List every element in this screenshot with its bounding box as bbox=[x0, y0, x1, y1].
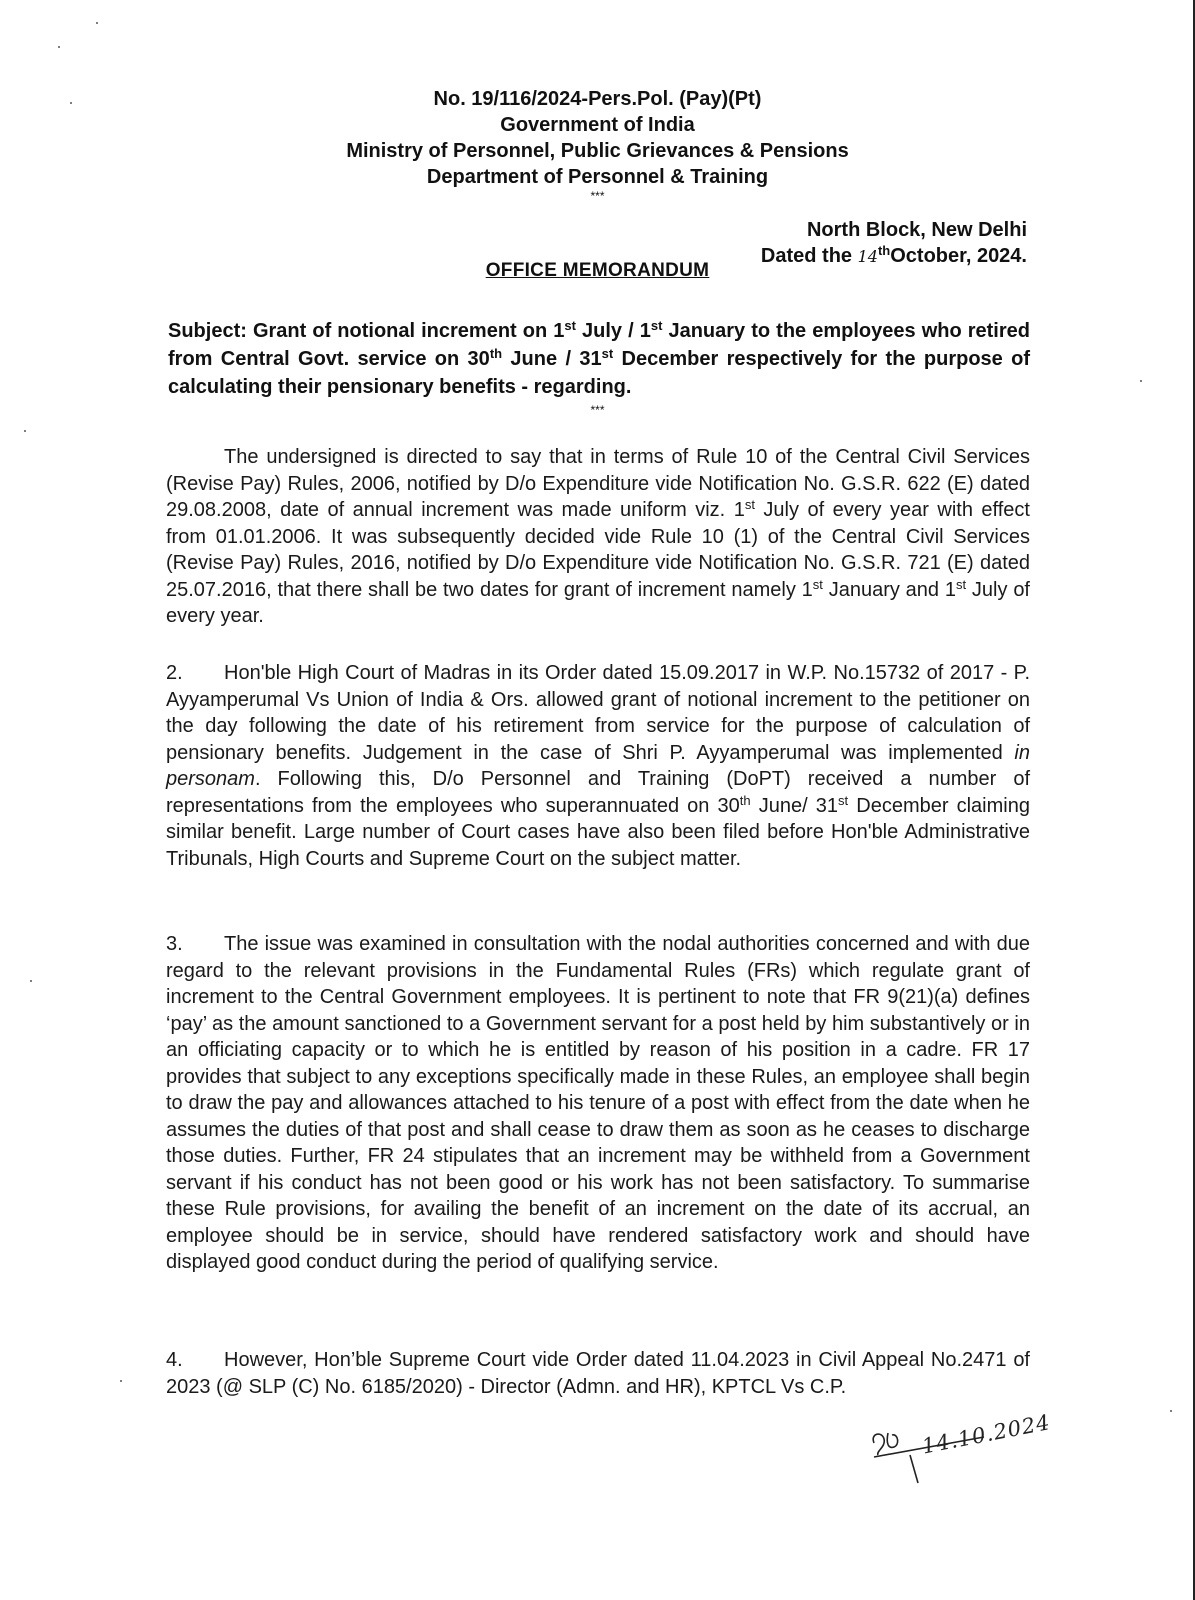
scan-speck bbox=[58, 46, 60, 48]
paragraph-number: 4. bbox=[166, 1349, 183, 1371]
document-header bbox=[0, 86, 1195, 202]
scan-speck bbox=[1140, 380, 1142, 382]
handwritten-initials bbox=[866, 1410, 1066, 1525]
file-number: No. 19/116/2024-Pers.Pol. (Pay)(Pt) bbox=[433, 88, 762, 110]
department-name: Department of Personnel & Training bbox=[426, 166, 769, 188]
government-name: Government of India bbox=[500, 114, 695, 136]
scan-speck bbox=[24, 430, 26, 432]
subject-separator: *** bbox=[590, 403, 605, 417]
paragraph-3: 3. The issue was examined in consultation with the nodal authorities concerned and with due regard to the relevant provisions in the Fundamental Rules (FRs) which regulate grant of increment to the Central Government employees. It is pertinent to note that FR 9(21)(a) defines ‘pay’ as the amount sanctioned to a Government servant for a post held by him substantively or in an officiating capacity or to which he is entitled by reason of his position in a cadre. FR 17 provides that subject to any exceptions specifically made in these Rules, an employee shall begin to draw the pay and allowances attached to his tenure of a post with effect from the date when he assumes the duties of that post and shall cease to draw them as soon as he ceases to discharge those duties. Further, FR 24 stipulates that an increment may be withheld from a Government servant if his conduct has not been good or his work has not been satisfactory. To summarise these Rule provisions, for availing the benefit of an increment on the date of its accrual, an employee should be in service, should have rendered satisfactory work and should have displayed good conduct during the period of qualifying service. bbox=[166, 933, 1030, 1273]
paragraph-number: 2. bbox=[166, 662, 183, 684]
header-separator: *** bbox=[590, 189, 605, 203]
paragraph-4: 4. However, Hon’ble Supreme Court vide Order dated 11.04.2023 in Civil Appeal No.2471 of 2023 (@ SLP (C) No. 6185/2020) - Director (Admn. and HR), KPTCL Vs C.P. bbox=[166, 1349, 1030, 1398]
paragraph-2: 2. Hon'ble High Court of Madras in its Order dated 15.09.2017 in W.P. No.15732 of 2017 - P. Ayyamperumal Vs Union of India & Ors. allowed grant of notional increment to the petitioner on the day following the date of his retirement from service for the purpose of calculation of pensionary benefits. Judgement in the case of Shri P. Ayyamperumal was implemented in personam. Following this, D/o Personnel and Training (DoPT) received a number of representations from the employees who superannuated on 30th June/ 31st December claiming similar benefit. Large number of Court cases have also been filed before Hon'ble Administrative Tribunals, High Courts and Supreme Court on the subject matter. bbox=[166, 662, 1030, 870]
scan-speck bbox=[1170, 1410, 1172, 1412]
memo-date: Dated the 14thOctober, 2024. bbox=[760, 243, 1027, 267]
ministry-name: Ministry of Personnel, Public Grievances & Pensions bbox=[346, 140, 849, 162]
handwritten-date: 14.10.2024 bbox=[920, 1410, 1053, 1459]
memo-title: OFFICE MEMORANDUM bbox=[485, 260, 710, 281]
paragraph-number: 3. bbox=[166, 933, 183, 955]
subject-line: Subject: Grant of notional increment on 1st July / 1st January to the employees who retired from Central Govt. service on 30th June / 31st December respectively for the purpose of calculating their pensionary benefits - regarding. bbox=[168, 318, 1030, 398]
scan-speck bbox=[30, 980, 32, 982]
scan-speck bbox=[120, 1380, 122, 1382]
scan-speck bbox=[96, 22, 98, 24]
handwritten-day: 14 bbox=[857, 247, 878, 266]
paragraph-1: The undersigned is directed to say that in terms of Rule 10 of the Central Civil Services (Revise Pay) Rules, 2006, notified by D/o Expenditure vide Notification No. G.S.R. 622 (E) dated 29.08.2008, date of annual increment was made uniform viz. 1st July of every year with effect from 01.01.2006. It was subsequently decided vide Rule 10 (1) of the Central Civil Services (Revise Pay) Rules, 2016, notified by D/o Expenditure vide Notification No. G.S.R. 721 (E) dated 25.07.2016, that there shall be two dates for grant of increment namely 1st January and 1st July of every year. bbox=[166, 446, 1030, 627]
scan-speck bbox=[70, 102, 72, 104]
office-location: North Block, New Delhi bbox=[806, 219, 1027, 241]
